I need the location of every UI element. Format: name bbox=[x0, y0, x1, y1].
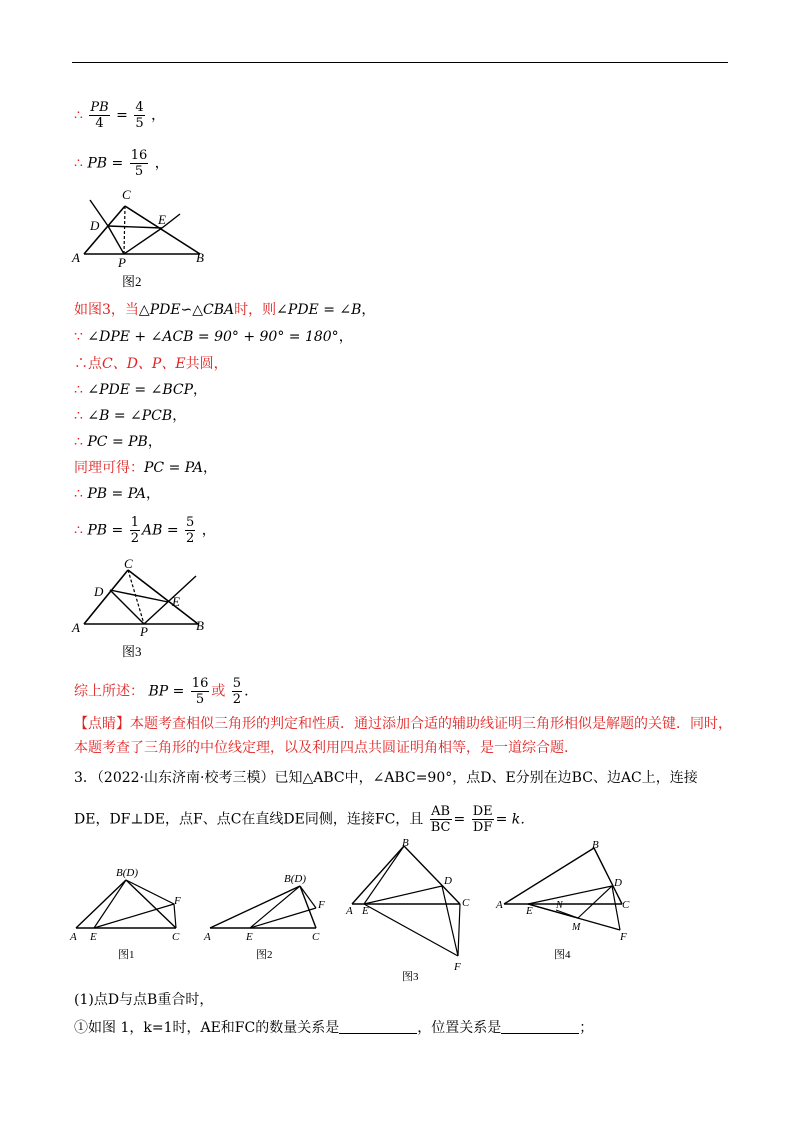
svg-text:E: E bbox=[90, 931, 97, 943]
eq-line-7: ∴ ∠B = ∠PCB， bbox=[74, 408, 187, 424]
eq-line-3: 如图3，当△PDE∽△CBA时，则∠PDE = ∠B， bbox=[74, 302, 376, 318]
svg-text:C: C bbox=[462, 897, 470, 909]
figure-4-caption: 图4 bbox=[554, 949, 571, 961]
figure-2-solution bbox=[70, 186, 220, 292]
svg-text:F: F bbox=[454, 961, 461, 973]
problem-3-line-1: 3．（2022·山东济南·校考三模）已知△ABC中，∠ABC=90°，点D、E分别在边BC、边AC上，连接 bbox=[74, 770, 698, 786]
svg-text:B: B bbox=[196, 618, 204, 633]
question-1a: ①如图 1，k=1时，AE和FC的数量关系是 ，位置关系是 ； bbox=[74, 1020, 594, 1036]
problem-3-line-2: DE，DF⊥DE，点F、点C在直线DE同侧，连接FC，且 $\frac{AB}{BC}$ = $\frac{DE}{DF}$ = k． bbox=[74, 804, 535, 835]
eq-line-1: ∴ $\frac{PB}{4}$ = $\frac{4}{5}$ ， bbox=[74, 100, 166, 131]
eq-line-8: ∴ PC = PB， bbox=[74, 434, 162, 450]
svg-text:D: D bbox=[614, 877, 622, 889]
svg-text:A: A bbox=[496, 899, 503, 911]
eq-line-5: ∴点C、D、P、E共圆， bbox=[74, 356, 228, 372]
svg-text:C: C bbox=[622, 899, 630, 911]
svg-text:E: E bbox=[172, 594, 180, 609]
eq-line-11: ∴ PB = $\frac{1}{2}$ AB = $\frac{5}{2}$ ， bbox=[74, 515, 216, 546]
svg-text:E: E bbox=[362, 905, 369, 917]
answer-blank-2[interactable] bbox=[501, 1019, 579, 1034]
svg-text:C: C bbox=[312, 931, 320, 943]
summary-line: 综上所述： BP = $\frac{16}{5}$ 或 $\frac{5}{2}$ . bbox=[74, 676, 249, 707]
figure-3-caption: 图3 bbox=[122, 644, 142, 659]
problem-figure-2 bbox=[203, 873, 325, 961]
svg-text:B: B bbox=[592, 839, 599, 851]
svg-text:F: F bbox=[174, 895, 181, 907]
svg-text:P: P bbox=[140, 624, 148, 639]
svg-text:A: A bbox=[346, 905, 353, 917]
label-b: B bbox=[196, 250, 204, 265]
figure-1-caption: 图1 bbox=[118, 949, 135, 961]
svg-text:C: C bbox=[172, 931, 180, 943]
problem-figure-3 bbox=[345, 837, 470, 983]
figure-3-solution bbox=[68, 556, 218, 664]
svg-text:N: N bbox=[556, 900, 563, 911]
svg-text:B(D): B(D) bbox=[116, 867, 138, 879]
svg-text:A: A bbox=[72, 620, 80, 635]
answer-blank-1[interactable] bbox=[339, 1019, 417, 1034]
comment-label: 【点睛】 bbox=[74, 716, 130, 732]
comment-text: 本题考查相似三角形的判定和性质．通过添加合适的辅助线证明三角形相似是解题的关键．同时，本题考查了三角形的中位线定理，以及利用四点共圆证明角相等，是一道综合题. bbox=[74, 716, 732, 756]
svg-text:A: A bbox=[204, 931, 211, 943]
figure-2-caption-problem: 图2 bbox=[256, 949, 273, 961]
header-rule bbox=[72, 62, 728, 63]
svg-text:B: B bbox=[402, 837, 409, 849]
svg-text:E: E bbox=[526, 905, 533, 917]
svg-text:A: A bbox=[70, 931, 77, 943]
label-e: E bbox=[158, 212, 166, 227]
eq-line-4: ∵ ∠DPE + ∠ACB = 90° + 90° = 180°， bbox=[74, 329, 353, 345]
svg-text:D: D bbox=[94, 584, 104, 599]
label-a: A bbox=[72, 250, 80, 265]
eq-line-9: 同理可得：PC = PA， bbox=[74, 460, 218, 476]
eq-line-2: ∴ PB = $\frac{16}{5}$ ， bbox=[74, 148, 169, 179]
eq-line-10: ∴ PB = PA， bbox=[74, 486, 160, 502]
comment-paragraph bbox=[74, 712, 734, 760]
question-1: (1)点D与点B重合时， bbox=[74, 992, 214, 1008]
label-d: D bbox=[90, 218, 100, 233]
problem-figures bbox=[66, 836, 666, 986]
svg-text:C: C bbox=[124, 556, 133, 571]
label-p: P bbox=[118, 255, 126, 270]
label-c: C bbox=[122, 187, 131, 202]
svg-text:B(D): B(D) bbox=[284, 873, 306, 885]
eq-line-6: ∴ ∠PDE = ∠BCP， bbox=[74, 382, 208, 398]
svg-text:E: E bbox=[246, 931, 253, 943]
problem-figure-4 bbox=[495, 839, 630, 961]
svg-text:M: M bbox=[572, 922, 581, 933]
figure-3-caption-problem: 图3 bbox=[402, 971, 419, 983]
svg-text:F: F bbox=[318, 899, 325, 911]
svg-text:F: F bbox=[620, 931, 627, 943]
svg-text:D: D bbox=[444, 875, 452, 887]
problem-figure-1 bbox=[69, 867, 181, 961]
figure-2-caption: 图2 bbox=[122, 274, 142, 289]
